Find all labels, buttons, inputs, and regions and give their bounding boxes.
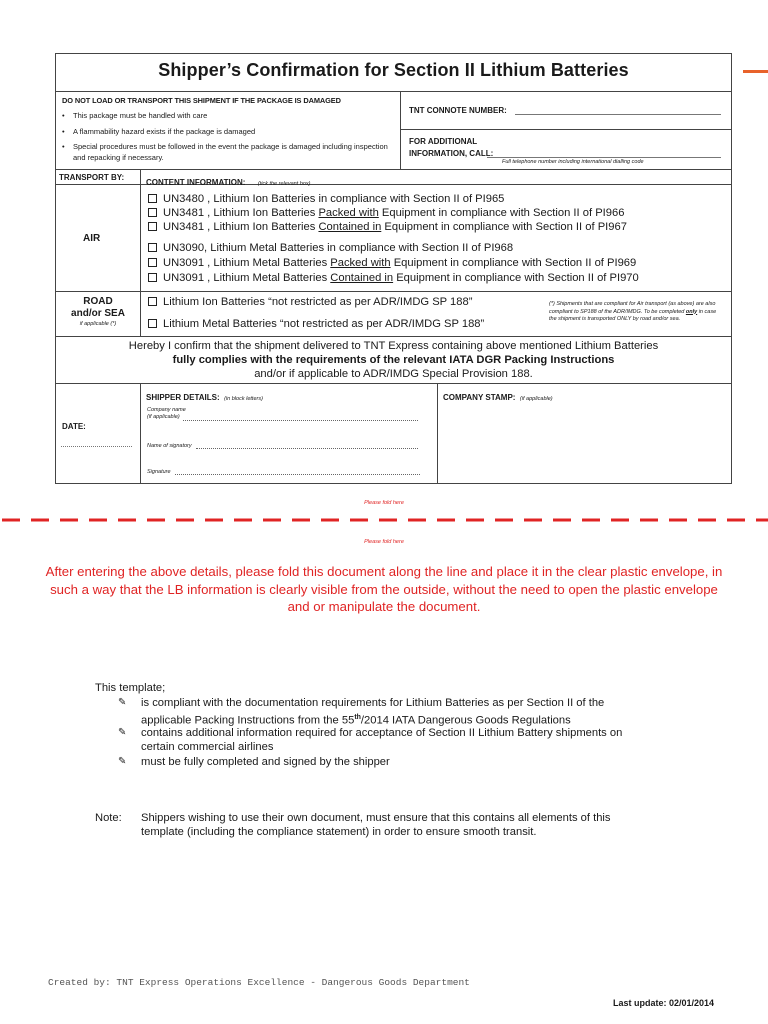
declaration-line: fully complies with the requirements of the relevant IATA DGR Packing Instructions xyxy=(172,354,615,366)
checkbox[interactable] xyxy=(148,243,157,252)
fold-instructions: After entering the above details, please fold this document along the line and place it in the clear plastic envelope, in such a way that the LB information is clearly visible from the outside, without the need to open the plastic envelope and or manipulate the document. xyxy=(45,564,723,614)
checkbox[interactable] xyxy=(148,319,157,328)
fold-line xyxy=(0,515,768,525)
check-arrow-icon: ✎ xyxy=(118,727,127,738)
note-text: Shippers wishing to use their own document, must ensure that this contains all elements of this template (including the compliance statement) in order to ensure smooth transit. xyxy=(141,812,611,838)
checkbox[interactable] xyxy=(148,208,157,217)
phone-field[interactable] xyxy=(487,157,721,158)
signature-field[interactable] xyxy=(175,474,420,475)
connote-field[interactable] xyxy=(515,114,721,115)
company-name-label: Company name (if applicable) xyxy=(147,407,186,420)
template-bullet: contains additional information required for acceptance of Section II Lithium Battery shipments on certain commercial airlines xyxy=(141,727,623,753)
declaration-line: and/or if applicable to ADR/IMDG Special Provision 188. xyxy=(254,368,533,380)
air-option[interactable]: UN3481 , Lithium Ion Batteries Packed with Equipment in compliance with Section II of PI966 xyxy=(148,207,624,220)
additional-info-label: FOR ADDITIONAL xyxy=(409,137,478,146)
divider xyxy=(55,291,732,292)
check-arrow-icon: ✎ xyxy=(118,697,127,708)
note-label: Note: xyxy=(95,812,122,824)
warning-heading: DO NOT LOAD OR TRANSPORT THIS SHIPMENT IF THE PACKAGE IS DAMAGED xyxy=(62,96,341,105)
warning-bullets xyxy=(62,110,397,163)
template-intro: This template; xyxy=(95,682,166,694)
divider xyxy=(55,169,732,170)
company-stamp-area[interactable] xyxy=(438,398,731,483)
fold-label: Please fold here xyxy=(364,500,404,506)
divider xyxy=(55,91,732,92)
check-arrow-icon: ✎ xyxy=(118,756,127,767)
content-info-header xyxy=(146,172,310,190)
warning-bullet: • Special procedures must be followed in the event the package is damaged including inspection and repacking if necessary. xyxy=(62,142,388,162)
air-option[interactable]: UN3481 , Lithium Ion Batteries Contained in Equipment in compliance with Section II of PI967 xyxy=(148,221,627,234)
connote-label: TNT CONNOTE NUMBER: xyxy=(409,106,507,115)
road-label: ROAD and/or SEA if applicable (*) xyxy=(71,296,125,327)
footer-created-by: Created by: TNT Express Operations Excellence - Dangerous Goods Department xyxy=(48,977,470,988)
declaration xyxy=(56,339,731,381)
company-stamp-header: COMPANY STAMP: (if applicable) xyxy=(443,393,553,402)
checkbox[interactable] xyxy=(148,194,157,203)
signatory-label: Name of signatory xyxy=(147,443,192,449)
content-info-hint: (tick the relevant box) xyxy=(257,181,311,187)
air-option[interactable]: UN3091 , Lithium Metal Batteries Contained in Equipment in compliance with Section II of PI970 xyxy=(148,272,639,285)
air-option[interactable]: UN3091 , Lithium Metal Batteries Packed with Equipment in compliance with Section II of PI969 xyxy=(148,257,636,270)
company-name-field[interactable] xyxy=(183,420,418,421)
divider xyxy=(55,336,732,337)
divider xyxy=(55,383,732,384)
checkbox[interactable] xyxy=(148,222,157,231)
form-title: Shipper’s Confirmation for Section II Lithium Batteries xyxy=(158,60,629,80)
transport-by-label: TRANSPORT BY: xyxy=(59,173,125,182)
date-label: DATE: xyxy=(62,422,86,431)
date-field[interactable] xyxy=(61,446,132,447)
signature-label: Signature xyxy=(147,469,171,475)
template-bullet: is compliant with the documentation requirements for Lithium Batteries as per Section II of the applicable Packing Instructions from the 55th/2014 IATA Dangerous Goods Regulations xyxy=(141,697,605,727)
road-option[interactable]: Lithium Metal Batteries “not restricted as per ADR/IMDG SP 188” xyxy=(148,318,484,331)
divider xyxy=(400,129,732,130)
footer-last-update: Last update: 02/01/2014 xyxy=(613,998,715,1008)
warning-bullet: • A flammability hazard exists if the package is damaged xyxy=(62,127,256,136)
declaration-line: Hereby I confirm that the shipment delivered to TNT Express containing above mentioned Lithium Batteries xyxy=(128,340,659,352)
air-label: AIR xyxy=(83,233,101,244)
divider xyxy=(400,91,401,169)
road-note: (*) Shipments that are compliant for Air transport (as above) are also compliant to SP188 of the ADR/IMDG. To be completed only in case the shipment is transported ONLY by road and/or sea. xyxy=(549,301,717,322)
divider xyxy=(140,383,141,484)
air-option[interactable]: UN3090, Lithium Metal Batteries in compliance with Section II of PI968 xyxy=(148,242,513,255)
fold-marker-icon xyxy=(743,70,768,73)
checkbox[interactable] xyxy=(148,258,157,267)
checkbox[interactable] xyxy=(148,273,157,282)
air-option[interactable]: UN3480 , Lithium Ion Batteries in compliance with Section II of PI965 xyxy=(148,193,504,206)
shipper-details-header: SHIPPER DETAILS: (in block letters) xyxy=(146,393,263,402)
road-option[interactable]: Lithium Ion Batteries “not restricted as per ADR/IMDG SP 188” xyxy=(148,296,472,309)
divider xyxy=(140,169,141,336)
content-info-label: CONTENT INFORMATION: xyxy=(146,178,246,187)
additional-info-label: INFORMATION, CALL: xyxy=(409,149,494,158)
checkbox[interactable] xyxy=(148,297,157,306)
template-bullet: must be fully completed and signed by the shipper xyxy=(141,756,390,768)
fold-label: Please fold here xyxy=(364,539,404,545)
phone-hint: Full telephone number including international dialling code xyxy=(502,159,644,165)
warning-bullet: • This package must be handled with care xyxy=(62,111,208,120)
signatory-field[interactable] xyxy=(196,448,418,449)
